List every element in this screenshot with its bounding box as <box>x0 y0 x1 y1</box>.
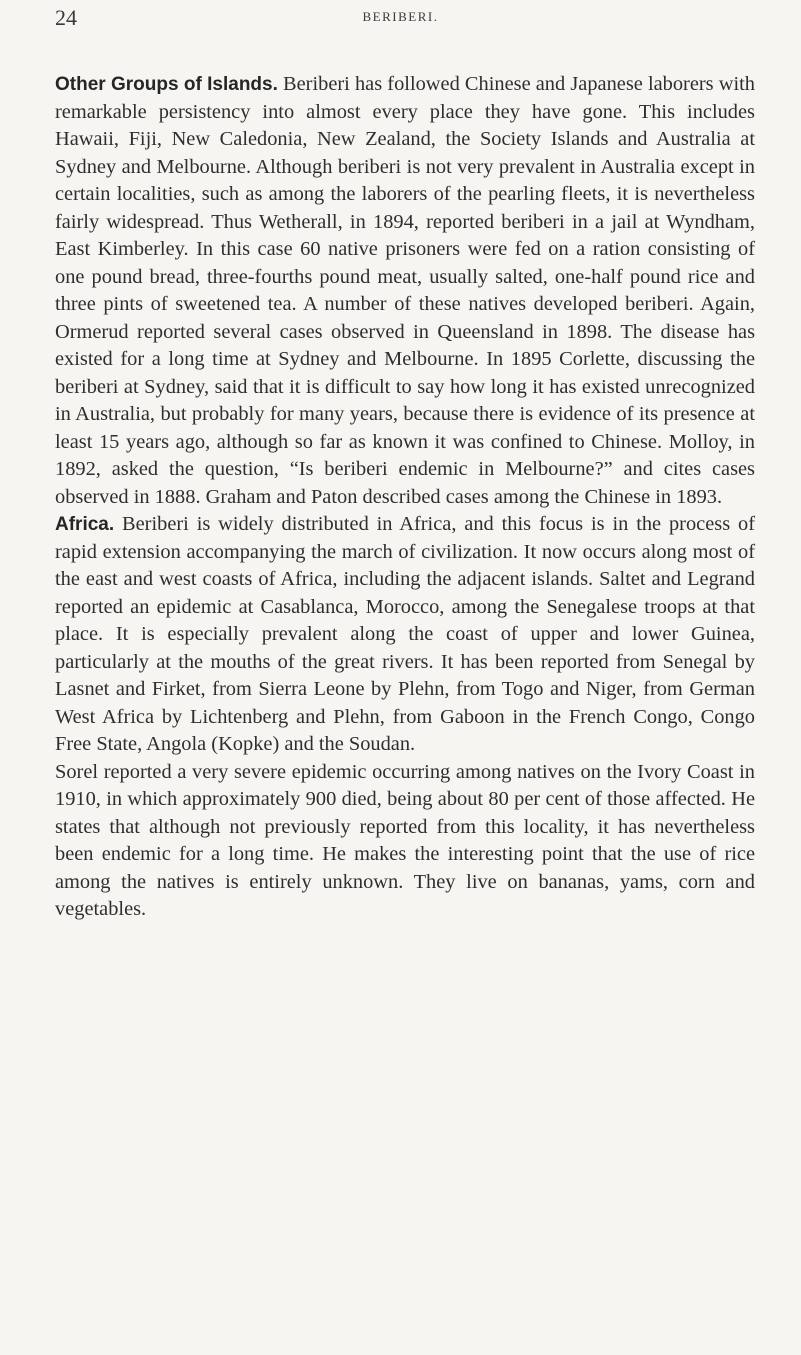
section-heading-other-groups: Other Groups of Islands. <box>55 74 278 95</box>
page-number: 24 <box>55 5 77 30</box>
paragraph-sorel <box>55 759 755 924</box>
paragraph-other-groups <box>55 71 755 511</box>
running-title: BERIBERI. <box>362 9 439 24</box>
paragraph-text-africa: Beriberi is widely distributed in Africa, and this focus is in the process of rapid extension accompanying the march of civilization. It now occurs along most of the east and west coasts of Africa, including the adjacent islands. Saltet and Legrand reported an epidemic at Casablanca, Morocco, among the Senegalese troops at that place. It is especially prevalent along the coast of upper and lower Guinea, particularly at the mouths of the great rivers. It has been reported from Senegal by Lasnet and Firket, from Sierra Leone by Plehn, from Togo and Niger, from German West Africa by Lichtenberg and Plehn, from Gaboon in the French Congo, Congo Free State, Angola (Kopke) and the Soudan. <box>55 513 755 755</box>
paragraph-text-other-groups: Beriberi has followed Chinese and Japanese laborers with remarkable persistency into almost every place they have gone. This includes Hawaii, Fiji, New Caledonia, New Zealand, the Society Islands and Australia at Sydney and Melbourne. Although beriberi is not very prevalent in Australia except in certain localities, such as among the laborers of the pearling fleets, it is nevertheless fairly widespread. Thus Wetherall, in 1894, reported beriberi in a jail at Wyndham, East Kimberley. In this case 60 native prisoners were fed on a ration consisting of one pound bread, three-fourths pound meat, usually salted, one-half pound rice and three pints of sweetened tea. A number of these natives developed beriberi. Again, Ormerud reported several cases observed in Queensland in 1898. The disease has existed for a long time at Sydney and Melbourne. In 1895 Corlette, discussing the beriberi at Sydney, said that it is difficult to say how long it has existed unrecognized in Australia, but probably for many years, because there is evidence of its presence at least 15 years ago, although so far as known it was confined to Chinese. Molloy, in 1892, asked the question, “Is beriberi endemic in Melbourne?” and cites cases observed in 1888. Graham and Paton described cases among the Chinese in 1893. <box>55 73 756 508</box>
paragraph-africa <box>55 511 755 759</box>
paragraph-text-sorel: Sorel reported a very severe epidemic occurring among natives on the Ivory Coast in 1910, in which approximately 900 died, being about 80 per cent of those affected. He states that although not previously reported from this locality, it has nevertheless been endemic for a long time. He makes the interesting point that the use of rice among the natives is entirely unknown. They live on bananas, yams, corn and vegetables. <box>55 760 755 920</box>
running-head <box>0 5 801 29</box>
body-text <box>55 71 755 924</box>
section-heading-africa: Africa. <box>55 514 115 535</box>
